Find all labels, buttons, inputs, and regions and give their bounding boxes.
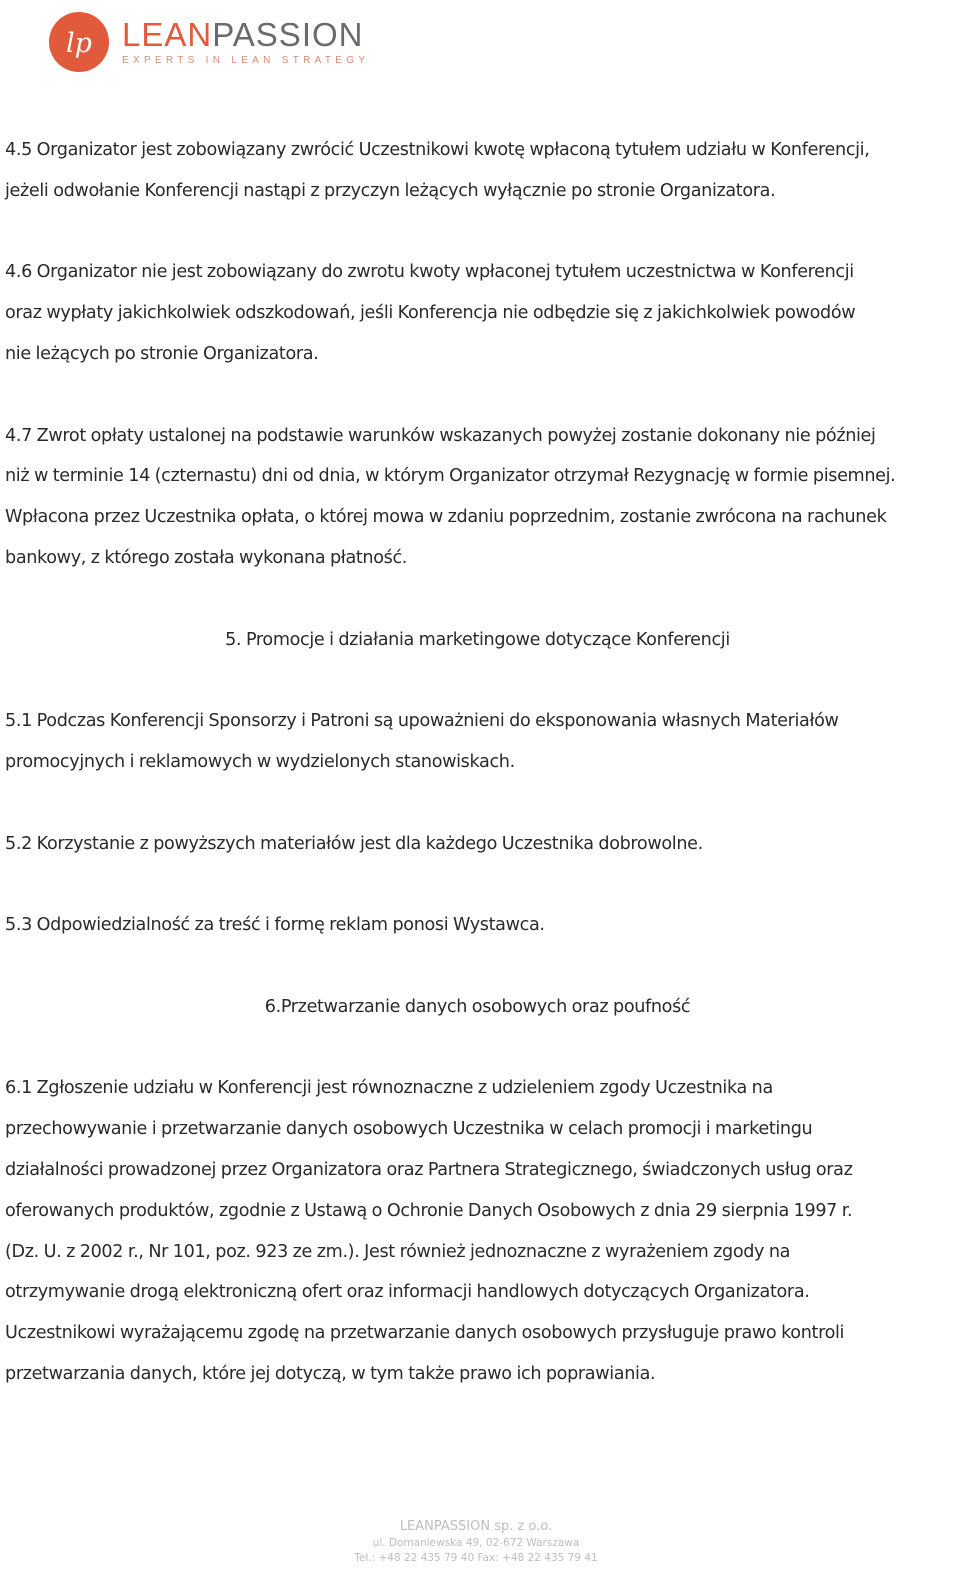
paragraph-line: 5.3 Odpowiedzialność za treść i formę reklam ponosi Wystawca. [5, 915, 545, 936]
paragraph [5, 130, 950, 212]
paragraph-line: przetwarzania danych, które jej dotyczą, w tym także prawo ich poprawiania. [5, 1363, 656, 1384]
paragraph-line: działalności prowadzonej przez Organizatora oraz Partnera Strategicznego, świadczonych usług oraz [5, 1159, 853, 1180]
footer-phone: Tel.: +48 22 435 79 40 Fax: +48 22 435 79 41 [354, 1552, 598, 1564]
paragraph-line: promocyjnych i reklamowych w wydzielonych stanowiskach. [5, 751, 515, 772]
paragraph-line: 6.1 Zgłoszenie udziału w Konferencji jest równoznaczne z udzieleniem zgody Uczestnika na [5, 1078, 773, 1099]
paragraph-line: 4.7 Zwrot opłaty ustalonej na podstawie warunków wskazanych powyżej zostanie dokonany nie później [5, 425, 876, 446]
paragraph-line: jeżeli odwołanie Konferencji nastąpi z przyczyn leżących wyłącznie po stronie Organizatora. [5, 180, 776, 201]
paragraph-line: 5.1 Podczas Konferencji Sponsorzy i Patroni są upoważnieni do eksponowania własnych Materiałów [5, 711, 839, 732]
paragraph [5, 905, 950, 946]
paragraph [5, 1068, 950, 1394]
section-heading: 5. Promocje i działania marketingowe dotyczące Konferencji [225, 629, 730, 650]
paragraph-line: oraz wypłaty jakichkolwiek odszkodowań, jeśli Konferencja nie odbędzie się z jakichkolwiek powodów [5, 303, 856, 324]
paragraph-line: 4.6 Organizator nie jest zobowiązany do zwrotu kwoty wpłaconej tytułem uczestnictwa w Konferencji [5, 262, 854, 283]
section-heading: 6.Przetwarzanie danych osobowych oraz poufność [264, 996, 691, 1017]
paragraph-line: 4.5 Organizator jest zobowiązany zwrócić Uczestnikowi kwotę wpłaconą tytułem udziału w Konferencji, [5, 140, 870, 160]
paragraph-line: przechowywanie i przetwarzanie danych osobowych Uczestnika w celach promocji i marketingu [5, 1119, 813, 1140]
logo-name-lean: LEAN [122, 16, 213, 53]
lp-logo-icon [48, 11, 110, 73]
paragraph [5, 824, 950, 865]
logo-wordmark [122, 18, 369, 66]
document-body [5, 130, 950, 1436]
paragraph-line: oferowanych produktów, zgodnie z Ustawą o Ochronie Danych Osobowych z dnia 29 sierpnia 1997 r. [5, 1200, 853, 1221]
paragraph [5, 416, 950, 579]
paragraph-line: 5.2 Korzystanie z powyższych materiałów jest dla każdego Uczestnika dobrowolne. [5, 833, 703, 854]
paragraph-line: Wpłacona przez Uczestnika opłata, o której mowa w zdaniu poprzednim, zostanie zwrócona na rachunek [5, 507, 887, 528]
paragraph-line: Uczestnikowi wyrażającemu zgodę na przetwarzanie danych osobowych przysługuje prawo kontroli [5, 1323, 845, 1344]
paragraph-line: niż w terminie 14 (czternastu) dni od dnia, w którym Organizator otrzymał Rezygnację w formie pisemnej. [5, 466, 896, 487]
paragraph [5, 252, 950, 374]
logo-name-passion: PASSION [212, 16, 364, 53]
paragraph-line: otrzymywanie drogą elektroniczną ofert oraz informacji handlowych dotyczących Organizatora. [5, 1282, 810, 1303]
logo-tagline: EXPERTS IN LEAN STRATEGY [122, 55, 370, 66]
paragraph-line: (Dz. U. z 2002 r., Nr 101, poz. 923 ze zm.). Jest również jednoznaczne z wyrażeniem zgody na [5, 1241, 791, 1262]
logo-name [122, 18, 369, 52]
page-footer [0, 1518, 952, 1566]
footer-address: ul. Domaniewska 49, 02-672 Warszawa [372, 1537, 580, 1549]
paragraph [5, 701, 950, 783]
company-logo [48, 10, 369, 74]
footer-company: LEANPASSION sp. z o.o. [399, 1519, 553, 1534]
logo-mark-text: lp [66, 28, 92, 59]
paragraph-line: bankowy, z którego została wykonana płatność. [5, 547, 408, 568]
paragraph-line: nie leżących po stronie Organizatora. [5, 343, 319, 364]
